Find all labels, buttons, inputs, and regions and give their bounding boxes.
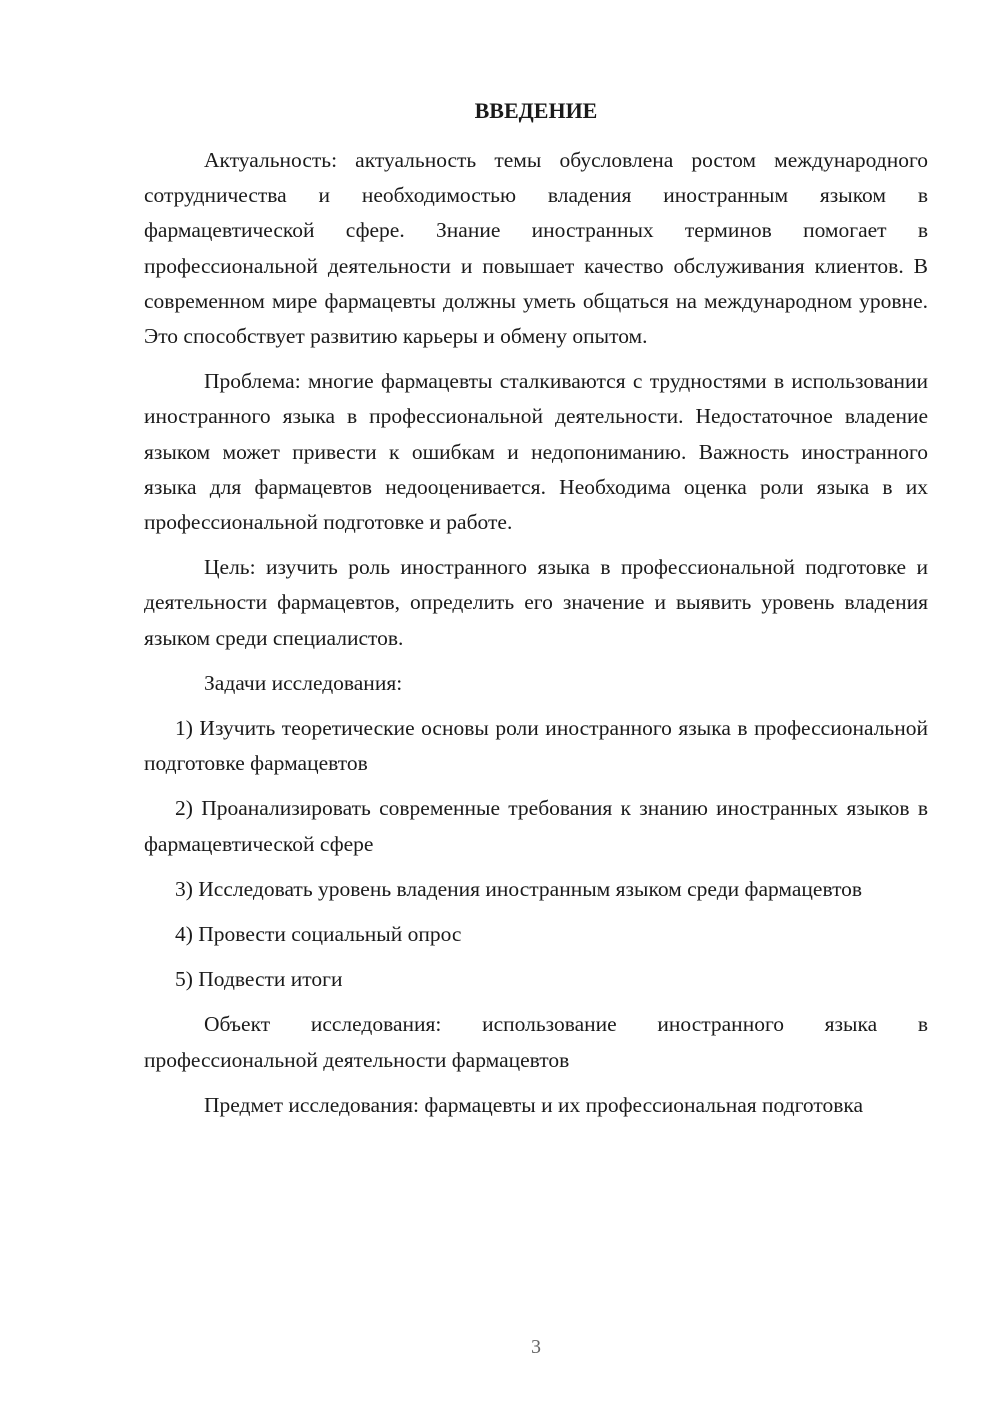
task-item-3: 3) Исследовать уровень владения иностранным языком среди фармацевтов bbox=[175, 876, 863, 901]
page-title: ВВЕДЕНИЕ bbox=[474, 98, 598, 123]
task-item-1: 1) Изучить теоретические основы роли иностранного языка в профессиональной подготовке фармацевтов bbox=[144, 716, 928, 776]
task-item-2: 2) Проанализировать современные требования к знанию иностранных языков в фармацевтической сфере bbox=[144, 796, 928, 856]
page-number: 3 bbox=[531, 1336, 541, 1358]
document-page bbox=[144, 0, 928, 1414]
task-item-5: 5) Подвести итоги bbox=[175, 967, 343, 992]
object-paragraph: Объект исследования: использование иностранного языка в профессиональной деятельности фармацевтов bbox=[144, 1012, 928, 1072]
task-item-4: 4) Провести социальный опрос bbox=[175, 922, 462, 947]
problem-paragraph: Проблема: многие фармацевты сталкиваются с трудностями в использовании иностранного языка в профессиональной деятельности. Недостаточное владение языком может привести к ошибкам и недопониманию. Важность иностранного языка для фармацевтов недооценивается. Необходима оценка роли языка в их профессиональной подготовке и работе. bbox=[144, 369, 928, 535]
tasks-heading: Задачи исследования: bbox=[204, 670, 403, 695]
document-body bbox=[144, 143, 928, 1133]
subject-paragraph: Предмет исследования: фармацевты и их профессиональная подготовка bbox=[204, 1092, 864, 1117]
relevance-paragraph: Актуальность: актуальность темы обусловлена ростом международного сотрудничества и необходимостью владения иностранным языком в фармацевтической сфере. Знание иностранных терминов помогает в профессиональной деятельности и повышает качество обслуживания клиентов. В современном мире фармацевты должны уметь общаться на международном уровне. Это способствует развитию карьеры и обмену опытом. bbox=[144, 148, 928, 349]
goal-paragraph: Цель: изучить роль иностранного языка в профессиональной подготовке и деятельности фармацевтов, определить его значение и выявить уровень владения языком среди специалистов. bbox=[144, 555, 928, 650]
